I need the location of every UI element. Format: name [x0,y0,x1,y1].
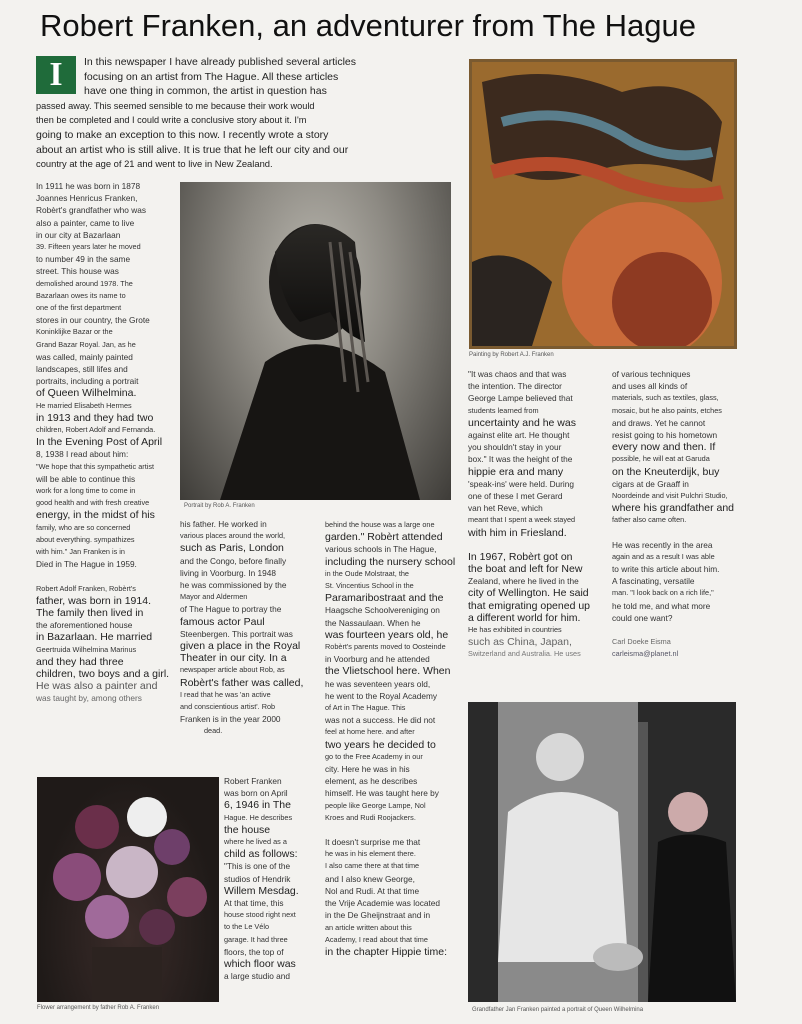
text-line: in 1913 and they had two [36,411,154,424]
text-line: work for a long time to come in [36,486,136,496]
painting-photo [469,59,737,349]
text-line: a different world for him. [468,611,581,624]
text-line: to number 49 in the same [36,254,131,265]
text-line: mosaic, but he also paints, etches [612,405,722,415]
text-line: St. Vincentius School in the [325,581,414,591]
text-line: the Nassaulaan. When he [325,617,421,628]
text-line: uncertainty and he was [468,416,576,429]
text-line: newspaper article about Rob, as [180,665,285,675]
text-line: landscapes, still lifes and [36,364,128,375]
text-line: Robèrt's parents moved to Oosteinde [325,642,446,652]
text-line: himself. He was taught here by [325,788,439,799]
text-line: portraits, including a portrait [36,376,139,387]
column-3 [325,519,465,958]
intro-line: going to make an exception to this now. I recently wrote a story [36,128,329,141]
text-line: and conscientious artist'. Rob [180,702,276,712]
text-line: "This is one of the [224,861,291,872]
text-line: the aforementioned house [36,620,133,631]
text-line: one of these I met Gerard [468,491,563,502]
text-line: to write this article about him. [612,564,720,575]
text-line: of The Hague to portray the [180,604,282,615]
text-line: in Bazarlaan. He married [36,631,153,644]
text-line: He married Elisabeth Hermes [36,400,132,410]
text-line: against elite art. He thought [468,430,570,441]
text-line: In 1911 he was born in 1878 [36,181,141,191]
text-line: He has exhibited in countries [468,625,562,635]
text-line: you shouldn't stay in your [468,442,562,453]
text-line: and they had three [36,655,124,668]
text-line: the intention. The director [468,381,562,392]
text-line: In the Evening Post of April [36,436,163,449]
text-line: Noordeinde and visit Pulchri Studio, [612,491,728,501]
text-line: 'speak-ins' were held. During [468,478,575,489]
text-line: man. "I look back on a rich life," [612,588,714,598]
text-line: Robert Franken [224,776,282,786]
text-line: two years he decided to [325,738,436,751]
text-line: good health and with fresh creative [36,498,150,508]
text-line: Hague. He describes [224,812,293,822]
intro-line: In this newspaper I have already published several articles [84,56,356,68]
text-line: in the Oude Molstraat, the [325,568,409,578]
text-line: Robèrt's father was called, [180,676,304,689]
intro-paragraph [36,55,436,172]
article-title: Robert Franken, an adventurer from The Hague [40,8,696,43]
text-line: He was also a painter and [36,680,158,693]
intro-line: have one thing in common, the artist in question has [84,85,327,98]
text-line: that emigrating opened up [468,599,591,612]
column-1 [36,180,176,705]
text-line: Zealand, where he lived in the [468,576,579,587]
text-line: he was seventeen years old, [325,678,431,689]
text-line: could one want? [612,612,673,623]
intro-line: about an artist who is still alive. It is true that he left our city and our [36,143,349,156]
text-line: was called, mainly painted [36,351,133,362]
text-line: in the De Gheijnstraat and in [325,910,431,921]
text-line: Kroes and Rudi Roojackers. [325,812,416,822]
column-4 [468,368,610,661]
text-line: and draws. Yet he cannot [612,417,706,428]
text-line: living in Voorburg. In 1948 [180,567,276,578]
text-line: was taught by, among others [36,693,142,704]
queen-portrait-image [468,702,736,1002]
text-line: materials, such as textiles, glass, [612,393,719,403]
text-line: children, two boys and a girl. [36,667,170,680]
text-line: will be able to continue this [36,473,136,484]
text-line: van het Reve, which [468,503,543,514]
text-line: He was recently in the area [612,539,713,550]
text-line: also a painter, came to live [36,217,135,228]
intro-line: focusing on an artist from The Hague. All these articles [84,70,339,83]
text-line: he told me, and what more [612,600,711,611]
text-line: Theater in our city. In a [180,652,287,665]
text-line: with him in Friesland. [468,526,567,539]
text-line: the Vlietschool here. When [325,665,451,678]
text-line: the boat and left for New [468,563,583,576]
text-line: Robèrt's grandfather who was [36,205,146,216]
text-line: "We hope that this sympathetic artist [36,461,155,471]
text-line: he was commissioned by the [180,580,287,591]
text-line: of Art in The Hague. This [325,703,406,713]
text-line: to the Le Vélo [224,922,270,932]
text-line: meant that I spent a week stayed [468,515,576,525]
text-line: 8, 1938 I read about him: [36,449,129,460]
text-line: behind the house was a large one [325,520,435,529]
text-line: one of the first department [36,303,122,313]
text-line: garage. It had three [224,934,288,944]
text-line: he went to the Royal Academy [325,690,438,701]
painting-caption: Painting by Robert A.J. Franken [469,352,554,358]
text-line: "It was chaos and that was [468,369,567,379]
flowers-photo [37,777,219,1002]
author-email: carleisma@planet.nl [612,649,679,659]
text-line: child as follows: [224,848,298,861]
text-line: I read that he was 'an active [180,689,271,699]
text-line: every now and then. If [612,441,716,454]
text-line: and the Congo, before finally [180,555,287,566]
text-line: The family then lived in [36,606,144,619]
text-line: house stood right next [224,910,296,920]
text-line: go to the Free Academy in our [325,751,423,761]
text-line: box." It was the height of the [468,454,573,465]
text-line: such as China, Japan, [468,636,572,649]
intro-line: then be completed and I could write a conclusive story about it. I'm [36,115,307,126]
flowers-image [37,777,219,1002]
queen-portrait-photo [468,702,736,1002]
text-line: Grand Bazar Royal. Jan, as he [36,339,136,349]
text-line: Willem Mesdag. [224,884,299,897]
text-line: in the chapter Hippie time: [325,945,447,958]
text-line: 39. Fifteen years later he moved [36,242,141,252]
text-line: Steenbergen. This portrait was [180,628,293,639]
text-line: of Queen Wilhelmina. [36,387,137,400]
text-line: in our city at Bazarlaan [36,229,121,240]
text-line: was fourteen years old, he [325,628,449,641]
text-line: in Voorburg and he attended [325,654,430,665]
text-line: cigars at de Graaff in [612,478,689,489]
text-line: studios of Hendrik [224,873,291,884]
text-line: demolished around 1978. The [36,278,133,288]
text-line: which floor was [224,958,296,971]
text-line: various places around the world, [180,531,286,541]
text-line: father also came often. [612,515,687,525]
text-line: floors, the top of [224,946,284,957]
portrait-image [180,182,451,500]
text-line: element, as he describes [325,776,418,787]
text-line: father, was born in 1914. [36,594,151,607]
text-line: where he lived as a [224,837,287,847]
text-line: 6, 1946 in The [224,799,291,812]
text-line: of various techniques [612,369,691,379]
text-line: was not a success. He did not [325,715,436,726]
drop-cap: I [36,56,76,94]
text-line: Koninklijke Bazar or the [36,327,113,337]
column-robert [224,775,320,982]
text-line: including the nursery school [325,555,456,568]
text-line: dead. [204,726,223,736]
text-line: where his grandfather and [612,502,734,515]
column-5 [612,368,762,660]
text-line: a large studio and [224,971,290,982]
intro-line: country at the age of 21 and went to live in New Zealand. [36,158,273,170]
text-line: Paramaribostraat and the [325,592,444,605]
text-line: Bazarlaan owes its name to [36,290,126,300]
text-line: Nol and Rudi. At that time [325,885,420,896]
text-line: It doesn't surprise me that [325,837,421,848]
text-line: hippie era and many [468,465,564,478]
text-line: Mayor and Aldermen [180,592,248,602]
text-line: possible, he will eat at Garuda [612,454,710,464]
flowers-caption: Flower arrangement by father Rob A. Franken [37,1005,160,1011]
text-line: famous actor Paul [180,615,265,628]
text-line: At that time, this [224,898,284,909]
text-line: energy, in the midst of his [36,509,155,522]
text-line: Robert Adolf Franken, Robèrt's [36,583,136,593]
text-line: garden." Robèrt attended [325,531,443,544]
text-line: he was in his element there. [325,849,416,859]
text-line: given a place in the Royal [180,640,301,653]
text-line: George Lampe believed that [468,393,573,404]
text-line: an article written about this [325,922,412,932]
text-line: again and as a result I was able [612,551,715,561]
text-line: Franken is in the year 2000 [180,714,281,725]
intro-line: passed away. This seemed sensible to me because their work would [36,100,315,111]
portrait-photo [180,182,451,500]
text-line: children, Robert Adolf and Fernanda. [36,425,156,435]
text-line: street. This house was [36,266,119,277]
text-line: city. Here he was in his [325,764,410,775]
portrait-caption: Portrait by Rob A. Franken [184,503,255,509]
text-line: and uses all kinds of [612,381,688,392]
text-line: Academy, I read about that time [325,934,428,944]
text-line: Haagsche Schoolvereniging on [325,605,440,616]
text-line: students learned from [468,405,539,415]
text-line: various schools in The Hague, [325,544,437,555]
text-line: In 1967, Robèrt got on [468,550,573,563]
text-line: city of Wellington. He said [468,587,589,600]
text-line: family, who are so concerned [36,522,131,532]
text-line: A fascinating, versatile [612,576,695,587]
text-line: the house [224,823,271,836]
text-line: with him." Jan Franken is in [36,547,125,557]
text-line: feel at home here. and after [325,727,415,737]
text-line: about everything. sympathizes [36,534,135,544]
text-line: people like George Lampe, Nol [325,800,426,810]
text-line: resist going to his hometown [612,430,718,441]
text-line: was born on April [224,788,288,799]
text-line: stores in our country, the Grote [36,315,150,326]
queen-portrait-caption: Grandfather Jan Franken painted a portrait of Queen Wilhelmina [472,1007,644,1013]
text-line: his father. He worked in [180,519,267,529]
text-line: Geertruida Wilhelmina Marinus [36,644,137,654]
text-line: and I also knew George, [325,873,415,884]
text-line: the Vrije Academie was located [325,898,440,909]
text-line: Joannes Henricus Franken, [36,193,138,204]
text-line: such as Paris, London [180,542,284,555]
text-line: Switzerland and Australia. He uses [468,649,581,659]
painting-image [472,62,734,346]
text-line: on the Kneuterdijk, buy [612,465,720,478]
text-line: I also came there at that time [325,861,420,871]
column-2 [180,518,320,738]
text-line: Died in The Hague in 1959. [36,559,137,570]
author-name: Carl Doeke Eisma [612,637,671,647]
